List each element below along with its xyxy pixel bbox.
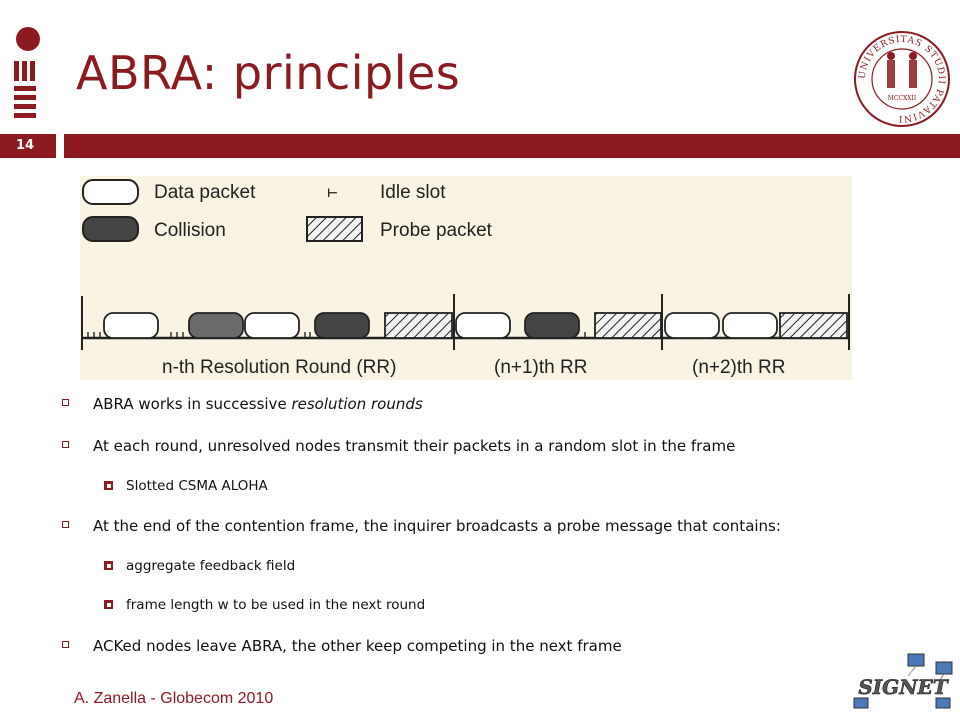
data-packet	[456, 313, 510, 338]
sub-bullet-square-icon	[104, 481, 113, 490]
footer-author: A. Zanella - Globecom 2010	[74, 690, 274, 707]
collision-packet	[189, 313, 243, 338]
probe-packet	[595, 313, 661, 338]
title-underline-bar	[64, 134, 960, 158]
slide-title: ABRA: principles	[76, 46, 461, 100]
legend-probe-packet-swatch	[307, 217, 362, 241]
bullet-text: ACKed nodes leave ABRA, the other keep competing in the next frame	[93, 637, 622, 655]
legend-data-packet-label: Data packet	[154, 182, 256, 203]
round-n2-label: (n+2)th RR	[692, 357, 786, 378]
legend-idle-slot-symbol: ⊢	[327, 186, 338, 200]
bullet-italic-text: resolution rounds	[291, 395, 423, 413]
data-packet	[104, 313, 158, 338]
round-n-label: n-th Resolution Round (RR)	[162, 357, 397, 378]
probe-packet	[385, 313, 452, 338]
legend-collision-label: Collision	[154, 220, 226, 241]
collision-packet	[315, 313, 369, 338]
data-packet	[723, 313, 777, 338]
bullet-square-icon	[62, 399, 69, 406]
collision-packet	[525, 313, 579, 338]
seal-year: MCCXXII	[887, 95, 917, 102]
sub-bullet-square-icon	[104, 600, 113, 609]
sub-bullet-text: frame length w to be used in the next round	[126, 597, 426, 613]
data-packet	[665, 313, 719, 338]
university-logo-icon	[8, 26, 48, 126]
bullet-text: ABRA works in successive	[93, 395, 292, 413]
round-n1-label: (n+1)th RR	[494, 357, 588, 378]
seal-text: UNIVERSITAS STUDII PATAVINI	[857, 34, 947, 124]
bullet-text: At the end of the contention frame, the inquirer broadcasts a probe message that contains:	[93, 517, 781, 535]
sub-bullet-text: Slotted CSMA ALOHA	[126, 478, 268, 494]
timeline	[82, 294, 849, 378]
legend-collision-swatch	[83, 217, 138, 241]
page-number: 14	[16, 138, 35, 153]
signet-logo-icon	[848, 652, 958, 718]
sub-bullet-text: aggregate feedback field	[126, 558, 296, 574]
svg-text:UNIVERSITAS STUDII PATAVINI	[858, 35, 946, 123]
bullet-square-icon	[62, 641, 69, 648]
signet-text: SIGNET	[858, 675, 948, 699]
university-seal-icon	[851, 30, 953, 128]
probe-packet	[780, 313, 847, 338]
bullet-text: At each round, unresolved nodes transmit their packets in a random slot in the frame	[93, 437, 736, 455]
sub-bullet-square-icon	[104, 561, 113, 570]
legend-data-packet-swatch	[83, 180, 138, 204]
legend-probe-packet-label: Probe packet	[380, 220, 492, 241]
bullet-square-icon	[62, 521, 69, 528]
legend	[83, 180, 493, 241]
legend-idle-slot-label: Idle slot	[380, 182, 446, 203]
data-packet	[245, 313, 299, 338]
abra-frame-diagram	[80, 176, 852, 380]
bullet-square-icon	[62, 441, 69, 448]
